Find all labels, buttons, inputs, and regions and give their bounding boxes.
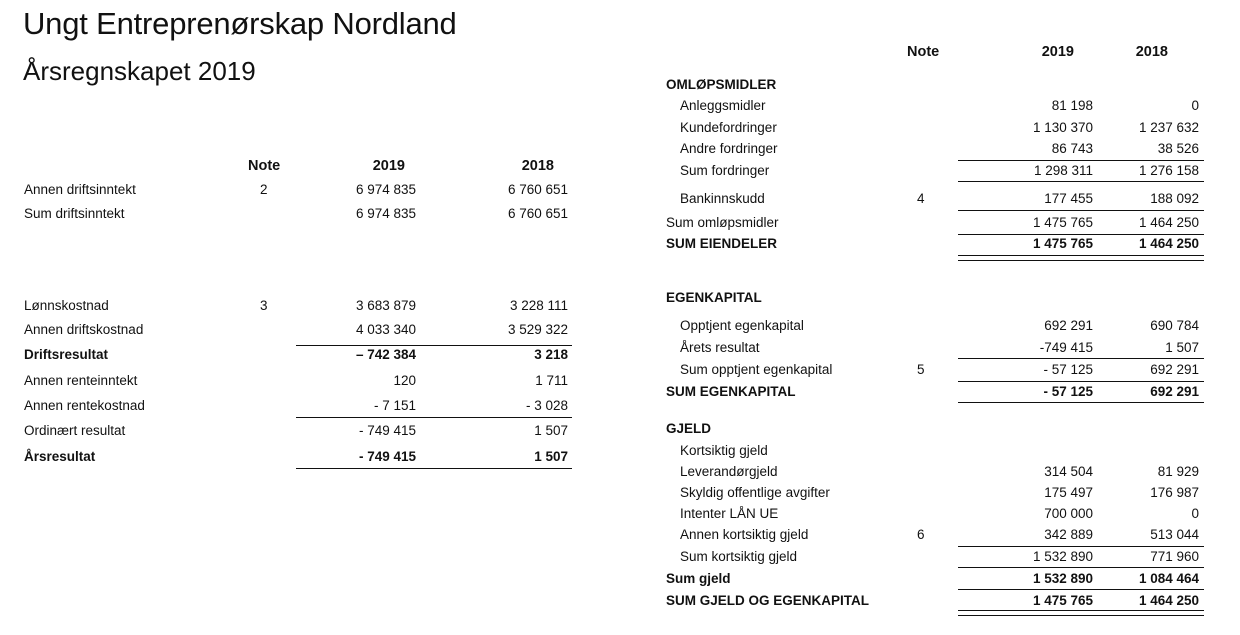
value-2018: 1 507 — [534, 449, 568, 464]
row-label: Sum driftsinntekt — [24, 206, 125, 221]
value-2018: 1 464 250 — [1138, 593, 1199, 608]
row-label: OMLØPSMIDLER — [666, 77, 777, 92]
row-label: Sum omløpsmidler — [666, 215, 779, 230]
value-2018: 1 084 464 — [1138, 571, 1199, 586]
row-label: Annen rentekostnad — [24, 398, 145, 413]
row-label: Sum fordringer — [680, 163, 770, 178]
balance-rule — [958, 181, 1204, 182]
balance-rule — [958, 358, 1204, 359]
value-2018: 690 784 — [1150, 318, 1199, 333]
value-2018: 692 291 — [1150, 384, 1199, 399]
balance-rule — [958, 402, 1204, 403]
row-label: Kundefordringer — [680, 120, 777, 135]
value-2019: 700 000 — [1044, 506, 1093, 521]
balance-rule — [958, 567, 1204, 568]
value-2019: 1 475 765 — [1032, 236, 1093, 251]
row-label: Annen renteinntekt — [24, 373, 138, 388]
row-label: SUM EGENKAPITAL — [666, 384, 796, 399]
value-2018: 0 — [1191, 506, 1199, 521]
value-2019: 120 — [393, 373, 416, 388]
row-label: SUM GJELD OG EGENKAPITAL — [666, 593, 870, 608]
value-2019: 81 198 — [1051, 98, 1093, 113]
value-2018: 771 960 — [1150, 549, 1199, 564]
row-label: Skyldig offentlige avgifter — [680, 485, 830, 500]
value-2019: – 742 384 — [355, 347, 416, 362]
income-header-note: Note — [248, 158, 281, 174]
balance-header-2018: 2018 — [1135, 44, 1168, 60]
value-2019: 1 475 765 — [1032, 593, 1093, 608]
income-header-2018: 2018 — [521, 158, 554, 174]
value-2019: -749 415 — [1039, 340, 1093, 355]
value-2019: 6 974 835 — [355, 206, 416, 221]
balance-rule — [958, 160, 1204, 161]
row-note: 2 — [260, 182, 268, 197]
value-2018: 188 092 — [1150, 191, 1199, 206]
income-header-2019: 2019 — [372, 158, 405, 174]
row-label: EGENKAPITAL — [666, 290, 762, 305]
row-label: Andre fordringer — [680, 141, 778, 156]
balance-rule — [958, 381, 1204, 382]
value-2019: 1 532 890 — [1032, 549, 1093, 564]
balance-header-2019: 2019 — [1041, 44, 1074, 60]
row-label: Årets resultat — [680, 340, 760, 355]
value-2018: 1 711 — [535, 373, 568, 388]
balance-rule — [958, 210, 1204, 211]
row-label: Annen driftskostnad — [24, 322, 144, 337]
row-note: 5 — [917, 362, 925, 377]
income-rule — [296, 468, 572, 469]
document-title: Ungt Entreprenørskap Nordland — [23, 6, 457, 41]
value-2019: - 7 151 — [373, 398, 416, 413]
balance-double-rule — [958, 610, 1204, 616]
value-2018: 1 464 250 — [1138, 236, 1199, 251]
value-2018: 1 507 — [534, 423, 568, 438]
value-2018: 1 464 250 — [1138, 215, 1199, 230]
row-label: Anleggsmidler — [680, 98, 766, 113]
value-2018: 3 218 — [534, 347, 568, 362]
row-note: 3 — [260, 298, 268, 313]
value-2019: 6 974 835 — [355, 182, 416, 197]
row-label: Sum gjeld — [666, 571, 731, 586]
value-2018: 0 — [1191, 98, 1199, 113]
income-rule — [296, 345, 572, 346]
value-2019: 1 532 890 — [1032, 571, 1093, 586]
value-2018: - 3 028 — [525, 398, 568, 413]
row-label: Leverandørgjeld — [680, 464, 778, 479]
value-2019: 3 683 879 — [355, 298, 416, 313]
balance-rule — [958, 234, 1204, 235]
value-2019: 4 033 340 — [355, 322, 416, 337]
row-note: 4 — [917, 191, 925, 206]
row-label: Lønnskostnad — [24, 298, 109, 313]
row-label: Opptjent egenkapital — [680, 318, 804, 333]
value-2019: 692 291 — [1044, 318, 1093, 333]
row-label: Kortsiktig gjeld — [680, 443, 768, 458]
value-2019: 1 130 370 — [1032, 120, 1093, 135]
value-2018: 692 291 — [1150, 362, 1199, 377]
value-2019: 177 455 — [1044, 191, 1093, 206]
income-rule — [296, 417, 572, 418]
value-2018: 6 760 651 — [507, 206, 568, 221]
value-2019: - 57 125 — [1043, 362, 1093, 377]
value-2018: 1 276 158 — [1138, 163, 1199, 178]
row-label: Sum kortsiktig gjeld — [680, 549, 798, 564]
value-2019: - 57 125 — [1043, 384, 1093, 399]
balance-header-note: Note — [907, 44, 940, 60]
value-2019: 1 298 311 — [1033, 163, 1093, 178]
document-subtitle: Årsregnskapet 2019 — [23, 56, 256, 86]
value-2019: 86 743 — [1051, 141, 1093, 156]
value-2019: 314 504 — [1044, 464, 1093, 479]
row-label: Sum opptjent egenkapital — [680, 362, 833, 377]
balance-rule — [958, 546, 1204, 547]
value-2018: 1 507 — [1165, 340, 1199, 355]
value-2019: 175 497 — [1044, 485, 1093, 500]
row-label: Annen driftsinntekt — [24, 182, 136, 197]
value-2018: 176 987 — [1150, 485, 1199, 500]
row-note: 6 — [917, 527, 925, 542]
value-2019: 1 475 765 — [1032, 215, 1093, 230]
balance-double-rule — [958, 255, 1204, 261]
value-2018: 6 760 651 — [507, 182, 568, 197]
value-2019: 342 889 — [1044, 527, 1093, 542]
value-2018: 1 237 632 — [1138, 120, 1199, 135]
row-label: Årsresultat — [24, 449, 96, 464]
value-2019: - 749 415 — [358, 449, 416, 464]
row-label: Bankinnskudd — [680, 191, 765, 206]
row-label: Intenter LÅN UE — [680, 506, 779, 521]
row-label: GJELD — [666, 421, 712, 436]
row-label: Annen kortsiktig gjeld — [680, 527, 809, 542]
value-2018: 38 526 — [1157, 141, 1199, 156]
value-2018: 513 044 — [1150, 527, 1199, 542]
row-label: Driftsresultat — [24, 347, 109, 362]
value-2018: 3 228 111 — [509, 298, 568, 313]
value-2018: 81 929 — [1157, 464, 1199, 479]
value-2019: - 749 415 — [358, 423, 416, 438]
row-label: SUM EIENDELER — [666, 236, 778, 251]
value-2018: 3 529 322 — [507, 322, 568, 337]
row-label: Ordinært resultat — [24, 423, 126, 438]
balance-rule — [958, 589, 1204, 590]
